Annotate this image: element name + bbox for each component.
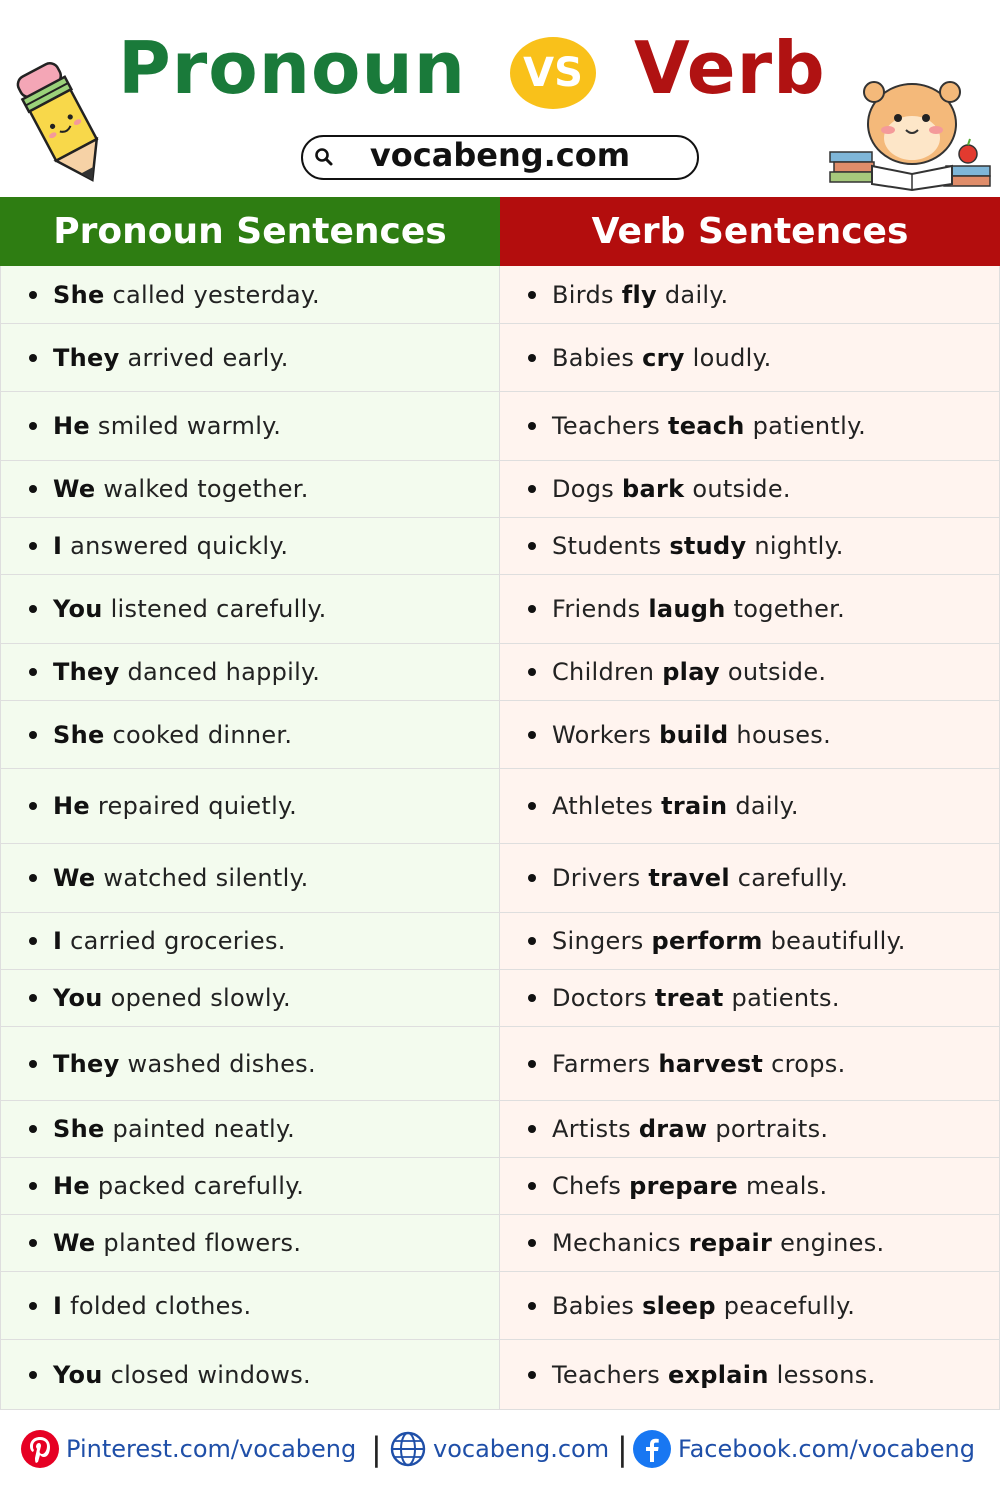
sentence-subject: Drivers bbox=[552, 864, 649, 892]
bullet-icon bbox=[528, 937, 536, 945]
pronoun-sentence bbox=[53, 475, 309, 503]
sentence-subject: Athletes bbox=[552, 792, 662, 820]
sentence-subject: Babies bbox=[552, 1291, 643, 1320]
pronoun-word: They bbox=[53, 343, 120, 372]
sentence-rest: folded clothes. bbox=[62, 1291, 252, 1320]
bullet-icon bbox=[29, 605, 37, 613]
verb-sentence bbox=[552, 984, 840, 1012]
verb-word: train bbox=[661, 792, 728, 820]
verb-sentence-cell bbox=[500, 1340, 1000, 1410]
sentence-rest: repaired quietly. bbox=[89, 792, 298, 820]
verb-sentence bbox=[552, 721, 831, 749]
sentence-subject: Birds bbox=[552, 280, 622, 309]
verb-word: treat bbox=[654, 984, 724, 1012]
sentence-subject: Artists bbox=[552, 1115, 639, 1143]
pronoun-sentence-cell bbox=[0, 644, 500, 701]
verb-sentence-cell bbox=[500, 266, 1000, 324]
sentence-subject: Farmers bbox=[552, 1049, 659, 1078]
pronoun-sentence-cell bbox=[0, 769, 500, 844]
verb-sentence bbox=[552, 1292, 855, 1320]
sentence-rest: crops. bbox=[763, 1049, 846, 1078]
footer-separator: | bbox=[617, 1430, 628, 1468]
verb-word: teach bbox=[667, 412, 745, 440]
verb-sentence bbox=[552, 1050, 846, 1078]
verb-sentence-cell bbox=[500, 644, 1000, 701]
pronoun-word: She bbox=[53, 1115, 105, 1143]
pronoun-sentence bbox=[53, 658, 320, 686]
title-verb: Verb bbox=[634, 26, 826, 110]
sentence-rest: carried groceries. bbox=[62, 927, 286, 955]
sentence-subject: Singers bbox=[552, 927, 652, 955]
table-row bbox=[0, 913, 1000, 970]
sentence-subject: Doctors bbox=[552, 984, 655, 1012]
pronoun-word: They bbox=[53, 1049, 120, 1078]
verb-sentence-cell bbox=[500, 518, 1000, 575]
pronoun-sentence bbox=[53, 984, 291, 1012]
verb-word: perform bbox=[651, 927, 763, 955]
sentence-rest: portraits. bbox=[707, 1115, 829, 1143]
footer-separator: | bbox=[371, 1430, 382, 1468]
sentence-rest: loudly. bbox=[684, 343, 772, 372]
pronoun-word: He bbox=[53, 412, 90, 440]
verb-word: bark bbox=[622, 475, 685, 503]
pronoun-sentence-cell bbox=[0, 392, 500, 461]
hamster-reading-icon bbox=[828, 66, 994, 194]
bullet-icon bbox=[29, 1302, 37, 1310]
table-row bbox=[0, 392, 1000, 461]
facebook-icon bbox=[632, 1429, 672, 1469]
bullet-icon bbox=[29, 1182, 37, 1190]
sentence-rest: daily. bbox=[727, 792, 799, 820]
pronoun-word: I bbox=[53, 927, 63, 955]
sentence-subject: Friends bbox=[552, 595, 649, 623]
pronoun-sentence-cell bbox=[0, 1027, 500, 1101]
sentence-subject: Students bbox=[552, 532, 670, 560]
verb-sentence-cell bbox=[500, 1215, 1000, 1272]
verb-column-header: Verb Sentences bbox=[500, 197, 1000, 266]
verb-sentence-cell bbox=[500, 769, 1000, 844]
bullet-icon bbox=[528, 802, 536, 810]
pronoun-sentence-cell bbox=[0, 1215, 500, 1272]
table-row bbox=[0, 1215, 1000, 1272]
pronoun-sentence-cell bbox=[0, 575, 500, 644]
verb-sentence bbox=[552, 475, 791, 503]
verb-sentence-cell bbox=[500, 1158, 1000, 1215]
pronoun-word: You bbox=[53, 1360, 103, 1389]
bullet-icon bbox=[29, 542, 37, 550]
sentence-rest: together. bbox=[725, 595, 846, 623]
bullet-icon bbox=[528, 1060, 536, 1068]
table-row bbox=[0, 1340, 1000, 1410]
pronoun-word: I bbox=[53, 532, 63, 560]
verb-sentence bbox=[552, 658, 826, 686]
pronoun-sentence bbox=[53, 532, 288, 560]
pronoun-word: We bbox=[53, 1229, 96, 1257]
website-link-text[interactable]: vocabeng.com bbox=[433, 1435, 610, 1463]
pronoun-sentence-cell bbox=[0, 1272, 500, 1340]
sentence-rest: cooked dinner. bbox=[104, 720, 293, 749]
sentence-rest: beautifully. bbox=[762, 927, 906, 955]
sentence-rest: arrived early. bbox=[119, 343, 289, 372]
sentence-subject: Chefs bbox=[552, 1172, 630, 1200]
table-row bbox=[0, 1027, 1000, 1101]
bullet-icon bbox=[528, 354, 536, 362]
verb-sentence bbox=[552, 1172, 827, 1200]
bullet-icon bbox=[528, 1125, 536, 1133]
sentence-rest: danced happily. bbox=[119, 658, 321, 686]
bullet-icon bbox=[528, 668, 536, 676]
verb-sentence bbox=[552, 792, 799, 820]
verb-sentence bbox=[552, 1115, 828, 1143]
verb-word: laugh bbox=[648, 595, 726, 623]
facebook-link[interactable] bbox=[632, 1428, 975, 1470]
sentence-subject: Children bbox=[552, 658, 663, 686]
sentence-subject: Teachers bbox=[552, 412, 668, 440]
table-row bbox=[0, 266, 1000, 324]
pronoun-sentence bbox=[53, 927, 286, 955]
table-row bbox=[0, 701, 1000, 769]
verb-sentence-cell bbox=[500, 392, 1000, 461]
sentence-rest: nightly. bbox=[746, 532, 844, 560]
pronoun-sentence-cell bbox=[0, 266, 500, 324]
sentence-subject: Mechanics bbox=[552, 1229, 689, 1257]
pronoun-sentence bbox=[53, 1172, 304, 1200]
sentence-rest: outside. bbox=[719, 658, 827, 686]
bullet-icon bbox=[528, 1182, 536, 1190]
sentence-rest: painted neatly. bbox=[104, 1115, 296, 1143]
bullet-icon bbox=[29, 1371, 37, 1379]
facebook-link-text[interactable]: Facebook.com/vocabeng bbox=[678, 1435, 975, 1463]
sentence-rest: outside. bbox=[684, 475, 791, 503]
bullet-icon bbox=[528, 994, 536, 1002]
bullet-icon bbox=[29, 354, 37, 362]
bullet-icon bbox=[29, 802, 37, 810]
verb-word: prepare bbox=[629, 1172, 739, 1200]
verb-sentence-cell bbox=[500, 324, 1000, 392]
bullet-icon bbox=[29, 422, 37, 430]
bullet-icon bbox=[528, 422, 536, 430]
sentence-rest: engines. bbox=[772, 1229, 885, 1257]
title-pronoun: Pronoun bbox=[118, 26, 466, 110]
sentence-rest: patiently. bbox=[744, 412, 867, 440]
verb-sentence bbox=[552, 927, 906, 955]
verb-sentence-cell bbox=[500, 970, 1000, 1027]
pronoun-word: They bbox=[53, 658, 120, 686]
sentence-rest: answered quickly. bbox=[62, 532, 289, 560]
pronoun-word: She bbox=[53, 720, 105, 749]
sentence-rest: packed carefully. bbox=[89, 1172, 305, 1200]
verb-sentence-cell bbox=[500, 701, 1000, 769]
sentence-rest: carefully. bbox=[729, 864, 849, 892]
table-row bbox=[0, 575, 1000, 644]
verb-sentence bbox=[552, 532, 844, 560]
pronoun-sentence bbox=[53, 1361, 311, 1389]
bullet-icon bbox=[528, 605, 536, 613]
sentence-rest: peacefully. bbox=[715, 1291, 856, 1320]
sentence-rest: daily. bbox=[656, 280, 729, 309]
pronoun-word: We bbox=[53, 475, 96, 503]
verb-sentence-cell bbox=[500, 913, 1000, 970]
table-row bbox=[0, 644, 1000, 701]
bullet-icon bbox=[528, 485, 536, 493]
pronoun-sentence bbox=[53, 595, 327, 623]
table-row bbox=[0, 769, 1000, 844]
table-row bbox=[0, 461, 1000, 518]
bullet-icon bbox=[528, 874, 536, 882]
sentence-rest: planted flowers. bbox=[95, 1229, 302, 1257]
verb-word: fly bbox=[621, 280, 657, 309]
pronoun-sentence bbox=[53, 281, 320, 309]
sentence-rest: patients. bbox=[723, 984, 840, 1012]
sentence-rest: listened carefully. bbox=[102, 595, 327, 623]
verb-word: repair bbox=[688, 1229, 773, 1257]
verb-sentence bbox=[552, 864, 848, 892]
table-row bbox=[0, 518, 1000, 575]
sentence-rest: houses. bbox=[728, 720, 832, 749]
table-row bbox=[0, 1272, 1000, 1340]
pronoun-sentence bbox=[53, 1050, 316, 1078]
verb-word: cry bbox=[642, 343, 685, 372]
sentence-subject: Teachers bbox=[552, 1360, 668, 1389]
verb-word: study bbox=[669, 532, 747, 560]
bullet-icon bbox=[528, 731, 536, 739]
verb-sentence bbox=[552, 412, 866, 440]
pronoun-sentence-cell bbox=[0, 913, 500, 970]
table-row bbox=[0, 324, 1000, 392]
pronoun-sentence bbox=[53, 1292, 251, 1320]
verb-sentence bbox=[552, 1229, 884, 1257]
bullet-icon bbox=[29, 1239, 37, 1247]
vs-badge: VS bbox=[510, 37, 596, 109]
pronoun-column-header: Pronoun Sentences bbox=[0, 197, 500, 266]
verb-word: build bbox=[659, 720, 729, 749]
bullet-icon bbox=[29, 1125, 37, 1133]
pronoun-word: We bbox=[53, 864, 96, 892]
pinterest-icon bbox=[20, 1429, 60, 1469]
bullet-icon bbox=[29, 1060, 37, 1068]
pronoun-sentence-cell bbox=[0, 1101, 500, 1158]
table-row bbox=[0, 844, 1000, 913]
verb-sentence bbox=[552, 344, 772, 372]
pencil-mascot-icon bbox=[4, 44, 116, 194]
pronoun-sentence-cell bbox=[0, 1158, 500, 1215]
pronoun-sentence bbox=[53, 864, 309, 892]
pronoun-word: I bbox=[53, 1291, 63, 1320]
verb-word: explain bbox=[667, 1360, 769, 1389]
pronoun-sentence bbox=[53, 721, 292, 749]
sentence-subject: Workers bbox=[552, 720, 660, 749]
bullet-icon bbox=[29, 994, 37, 1002]
sentence-rest: called yesterday. bbox=[104, 280, 320, 309]
verb-sentence-cell bbox=[500, 1101, 1000, 1158]
sentence-subject: Babies bbox=[552, 343, 643, 372]
sentence-rest: lessons. bbox=[768, 1360, 876, 1389]
verb-sentence-cell bbox=[500, 1272, 1000, 1340]
pinterest-link[interactable] bbox=[20, 1428, 356, 1470]
bullet-icon bbox=[29, 485, 37, 493]
sentence-rest: meals. bbox=[738, 1172, 828, 1200]
verb-sentence-cell bbox=[500, 1027, 1000, 1101]
pronoun-sentence-cell bbox=[0, 844, 500, 913]
verb-sentence bbox=[552, 1361, 876, 1389]
pronoun-sentence-cell bbox=[0, 1340, 500, 1410]
pronoun-sentence bbox=[53, 1115, 295, 1143]
bullet-icon bbox=[528, 542, 536, 550]
bullet-icon bbox=[29, 731, 37, 739]
sentence-rest: walked together. bbox=[95, 475, 309, 503]
bullet-icon bbox=[528, 1239, 536, 1247]
table-row bbox=[0, 1158, 1000, 1215]
pronoun-sentence bbox=[53, 344, 289, 372]
pronoun-sentence-cell bbox=[0, 324, 500, 392]
verb-word: harvest bbox=[658, 1049, 764, 1078]
verb-word: travel bbox=[648, 864, 730, 892]
pronoun-sentence bbox=[53, 792, 297, 820]
bullet-icon bbox=[29, 937, 37, 945]
pronoun-sentence-cell bbox=[0, 701, 500, 769]
table-row bbox=[0, 1101, 1000, 1158]
sentence-rest: washed dishes. bbox=[119, 1049, 316, 1078]
pronoun-sentence-cell bbox=[0, 970, 500, 1027]
verb-word: play bbox=[662, 658, 720, 686]
pronoun-word: You bbox=[53, 984, 103, 1012]
sentence-rest: watched silently. bbox=[95, 864, 309, 892]
pinterest-link-text[interactable]: Pinterest.com/vocabeng bbox=[66, 1435, 357, 1463]
table-row bbox=[0, 970, 1000, 1027]
pronoun-word: She bbox=[53, 280, 105, 309]
bullet-icon bbox=[528, 1302, 536, 1310]
site-name[interactable]: vocabeng.com bbox=[369, 136, 631, 174]
verb-sentence-cell bbox=[500, 575, 1000, 644]
bullet-icon bbox=[528, 291, 536, 299]
pronoun-sentence bbox=[53, 412, 281, 440]
pronoun-word: He bbox=[53, 1172, 90, 1200]
header bbox=[0, 0, 1000, 197]
sentence-rest: opened slowly. bbox=[102, 984, 291, 1012]
pronoun-word: You bbox=[53, 595, 103, 623]
bullet-icon bbox=[29, 291, 37, 299]
sentence-rest: smiled warmly. bbox=[89, 412, 282, 440]
sentence-rest: closed windows. bbox=[102, 1360, 311, 1389]
verb-sentence-cell bbox=[500, 461, 1000, 518]
bullet-icon bbox=[29, 668, 37, 676]
website-link[interactable] bbox=[389, 1428, 609, 1470]
pronoun-sentence-cell bbox=[0, 518, 500, 575]
verb-sentence-cell bbox=[500, 844, 1000, 913]
verb-word: sleep bbox=[642, 1291, 716, 1320]
sentence-subject: Dogs bbox=[552, 475, 623, 503]
bullet-icon bbox=[29, 874, 37, 882]
verb-sentence bbox=[552, 281, 728, 309]
verb-sentence bbox=[552, 595, 845, 623]
pronoun-sentence bbox=[53, 1229, 301, 1257]
bullet-icon bbox=[528, 1371, 536, 1379]
globe-icon bbox=[389, 1430, 427, 1468]
pronoun-sentence-cell bbox=[0, 461, 500, 518]
verb-word: draw bbox=[638, 1115, 708, 1143]
pronoun-word: He bbox=[53, 792, 90, 820]
